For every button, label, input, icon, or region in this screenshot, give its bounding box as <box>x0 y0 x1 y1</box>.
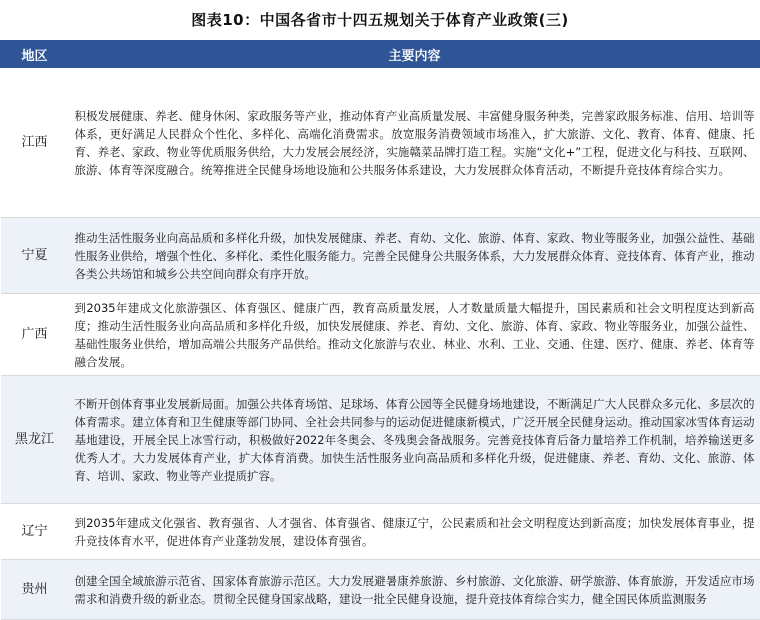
content-cell: 到2035年建成文化旅游强区、体育强区、健康广西，教育高质量发展，人才数量质量大幅提升，国民素质和社会文明程度达到新高度；推动生活性服务业向高品质和多样化升级，加快发展健康、养老、育幼、文化、旅游、体育、家政、物业等服务业，加强公益性、基础性服务业供给，增加高端公共服务产品供给。推动文化旅游与农业、林业、水利、工业、交通、住建、医疗、健康、养老、体育等融合发展。 <box>69 294 760 376</box>
region-cell: 宁夏 <box>1 218 69 294</box>
table-row <box>1 504 760 560</box>
table-row <box>1 218 760 294</box>
table-row <box>1 294 760 376</box>
policy-table <box>0 40 760 620</box>
header-region: 地区 <box>1 41 69 68</box>
content-cell: 推动生活性服务业向高品质和多样化升级，加快发展健康、养老、育幼、文化、旅游、体育、家政、物业等服务业，加强公益性、基础性服务业供给，增强个性化、多样化、柔性化服务能力。完善全民健身公共服务体系，大力发展群众体育、竞技体育、体育产业，推动各类公共场馆和城乡公共空间向群众有序开放。 <box>69 218 760 294</box>
content-cell: 到2035年建成文化强省、教育强省、人才强省、体育强省、健康辽宁，公民素质和社会文明程度达到新高度；加快发展体育事业，提升竞技体育水平，促进体育产业蓬勃发展，建设体育强省。 <box>69 504 760 560</box>
content-cell: 不断开创体育事业发展新局面。加强公共体育场馆、足球场、体育公园等全民健身场地建设，不断满足广大人民群众多元化、多层次的体育需求。建立体育和卫生健康等部门协同、全社会共同参与的运动促进健康新模式，广泛开展全民健身运动。推动国家冰雪体育运动基地建设，开展全民上冰雪行动，积极做好2022年冬奥会、冬残奥会备战服务。完善竞技体育后备力量培养工作机制，培养输送更多优秀人才。大力发展体育产业，扩大体育消费。加快生活性服务业向高品质和多样化升级，促进健康、养老、育幼、文化、旅游、体育、培训、家政、物业等产业提质扩容。 <box>69 376 760 504</box>
header-content: 主要内容 <box>69 41 760 68</box>
table-header-row <box>1 41 760 68</box>
content-cell: 创建全国全域旅游示范省、国家体育旅游示范区。大力发展避暑康养旅游、乡村旅游、文化旅游、研学旅游、体育旅游，开发适应市场需求和消费升级的新业态。贯彻全民健身国家战略，建设一批全民健身设施，提升竞技体育综合实力，健全国民体质监测服务 <box>69 560 760 620</box>
region-cell: 贵州 <box>1 560 69 620</box>
region-cell: 辽宁 <box>1 504 69 560</box>
table-row <box>1 68 760 218</box>
region-cell: 黑龙江 <box>1 376 69 504</box>
content-cell: 积极发展健康、养老、健身休闲、家政服务等产业，推动体育产业高质量发展、丰富健身服务种类，完善家政服务标准、信用、培训等体系，更好满足人民群众个性化、多样化、高端化消费需求。放宽服务消费领域市场准入，扩大旅游、文化、教育、体育、健康、托育、养老、家政、物业等优质服务供给，大力发展会展经济，实施赣菜品牌打造工程。实施“文化+”工程，促进文化与科技、互联网、旅游、体育等深度融合。统筹推进全民健身场地设施和公共服务体系建设，大力发展群众体育活动，不断提升竞技体育综合实力。 <box>69 68 760 218</box>
region-cell: 江西 <box>1 68 69 218</box>
figure-title: 图表10：中国各省市十四五规划关于体育产业政策(三) <box>0 0 760 40</box>
table-row <box>1 376 760 504</box>
table-row <box>1 560 760 620</box>
region-cell: 广西 <box>1 294 69 376</box>
